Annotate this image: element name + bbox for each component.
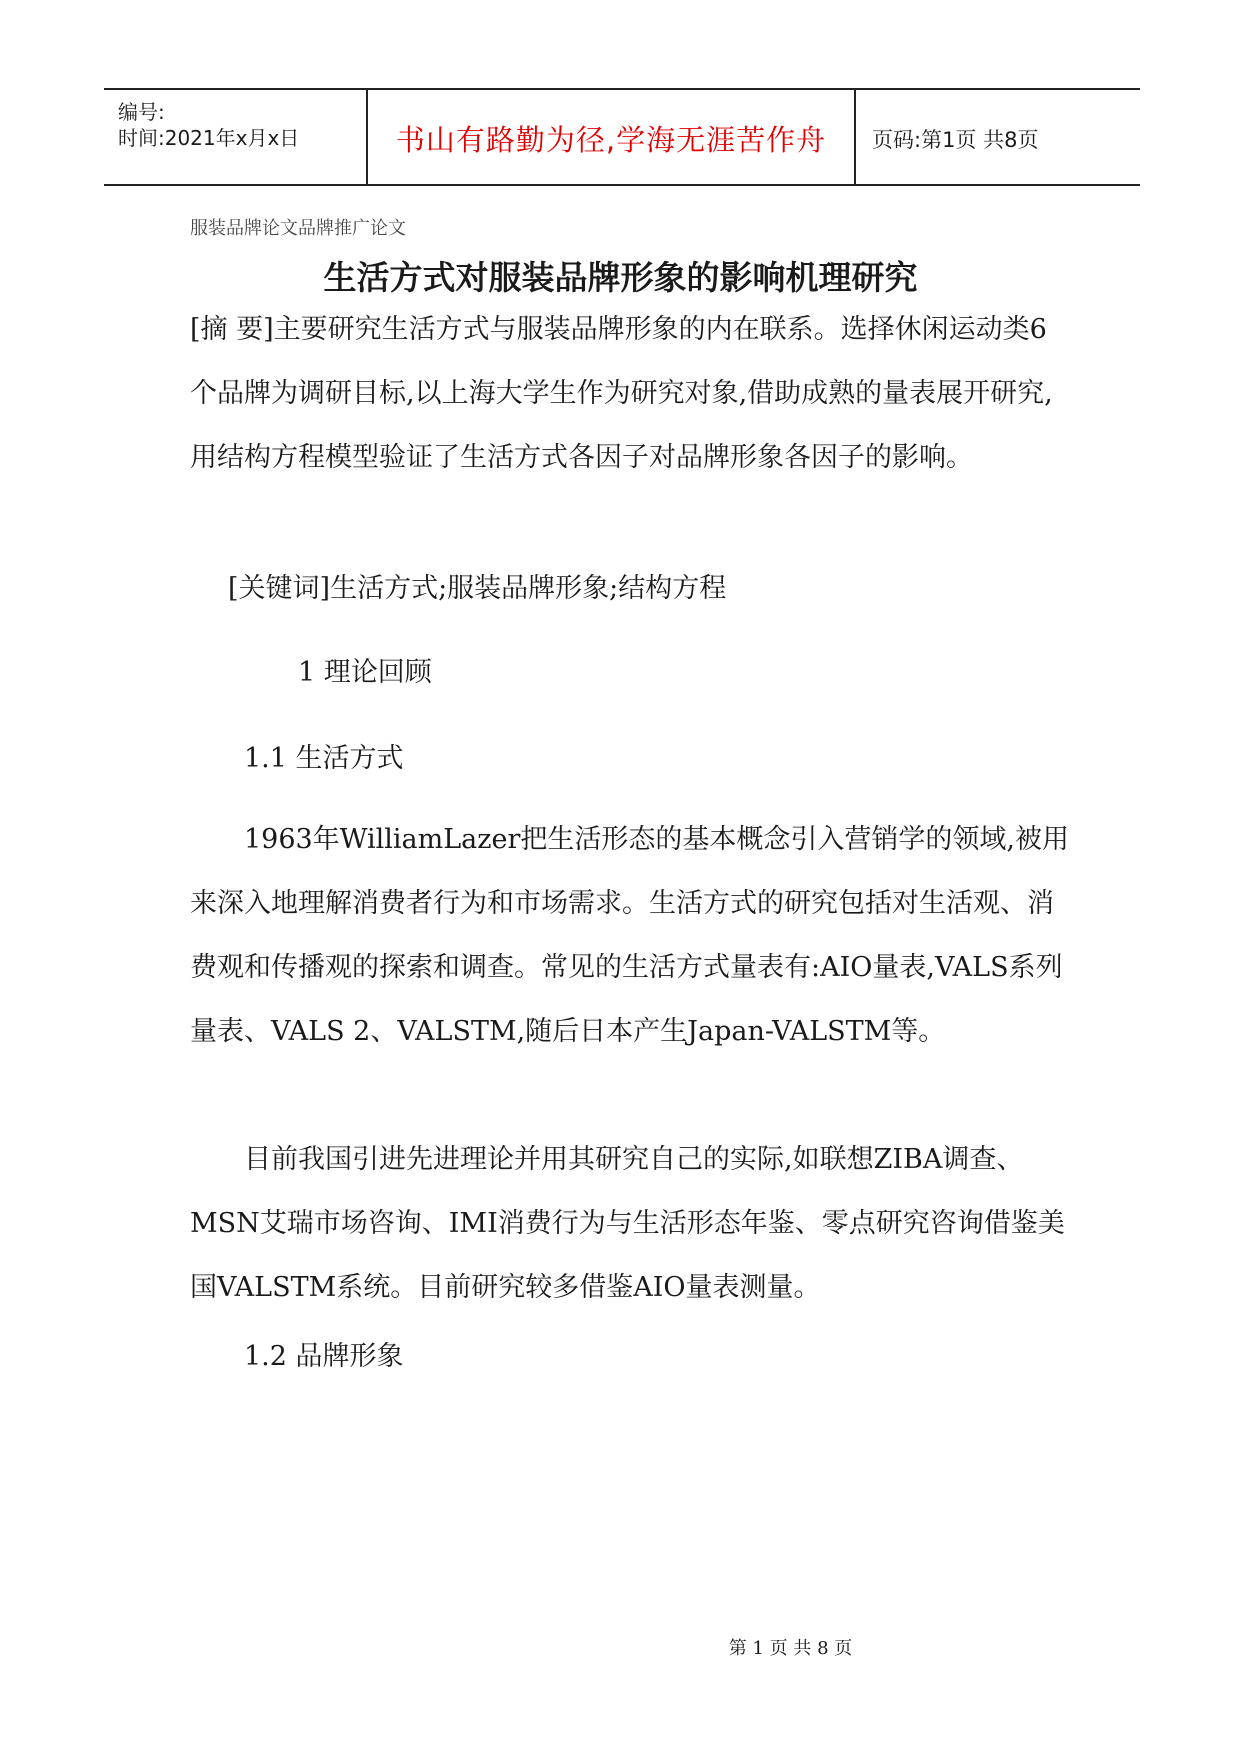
page-footer: 第 1 页 共 8 页 — [728, 1638, 853, 1659]
header-meta-cell — [104, 90, 368, 184]
motto-text: 书山有路勤为径,学海无涯苦作舟 — [395, 123, 827, 157]
header-motto-cell — [368, 90, 856, 184]
header-page-cell — [856, 90, 1140, 184]
keywords-line: [关键词]生活方式;服装品牌形象;结构方程 — [228, 573, 727, 604]
document-title: 生活方式对服装品牌形象的影响机理研究 — [323, 258, 918, 297]
abstract-paragraph: [摘 要]主要研究生活方式与服装品牌形象的内在联系。选择休闲运动类6个品牌为调研目标,以上海大学生作为研究对象,借助成熟的量表展开研究,用结构方程模型验证了生活方式各因子对品牌形象各因子的影响。 — [190, 314, 1053, 473]
body-paragraph-1: 1963年WilliamLazer把生活形态的基本概念引入营销学的领域,被用来深入地理解消费者行为和市场需求。生活方式的研究包括对生活观、消费观和传播观的探索和调查。常见的生活方式量表有:AIO量表,VALS系列量表、VALS 2、VALSTM,随后日本产生Japan-VALSTM等。 — [190, 824, 1069, 1047]
body-paragraph-2: 目前我国引进先进理论并用其研究自己的实际,如联想ZIBA调查、MSN艾瑞市场咨询、IMI消费行为与生活形态年鉴、零点研究咨询借鉴美国VALSTM系统。目前研究较多借鉴AIO量表测量。 — [190, 1144, 1065, 1303]
section-heading-1-1: 1.1 生活方式 — [244, 743, 404, 774]
header-page-number: 页码:第1页 共8页 — [872, 128, 1039, 152]
category-line: 服装品牌论文品牌推广论文 — [190, 218, 406, 239]
section-heading-1: 1 理论回顾 — [298, 657, 432, 688]
date-label: 时间:2021年x月x日 — [118, 126, 300, 150]
section-heading-1-2: 1.2 品牌形象 — [244, 1341, 404, 1372]
document-header-table — [104, 88, 1140, 186]
serial-number-label: 编号: — [118, 100, 165, 124]
